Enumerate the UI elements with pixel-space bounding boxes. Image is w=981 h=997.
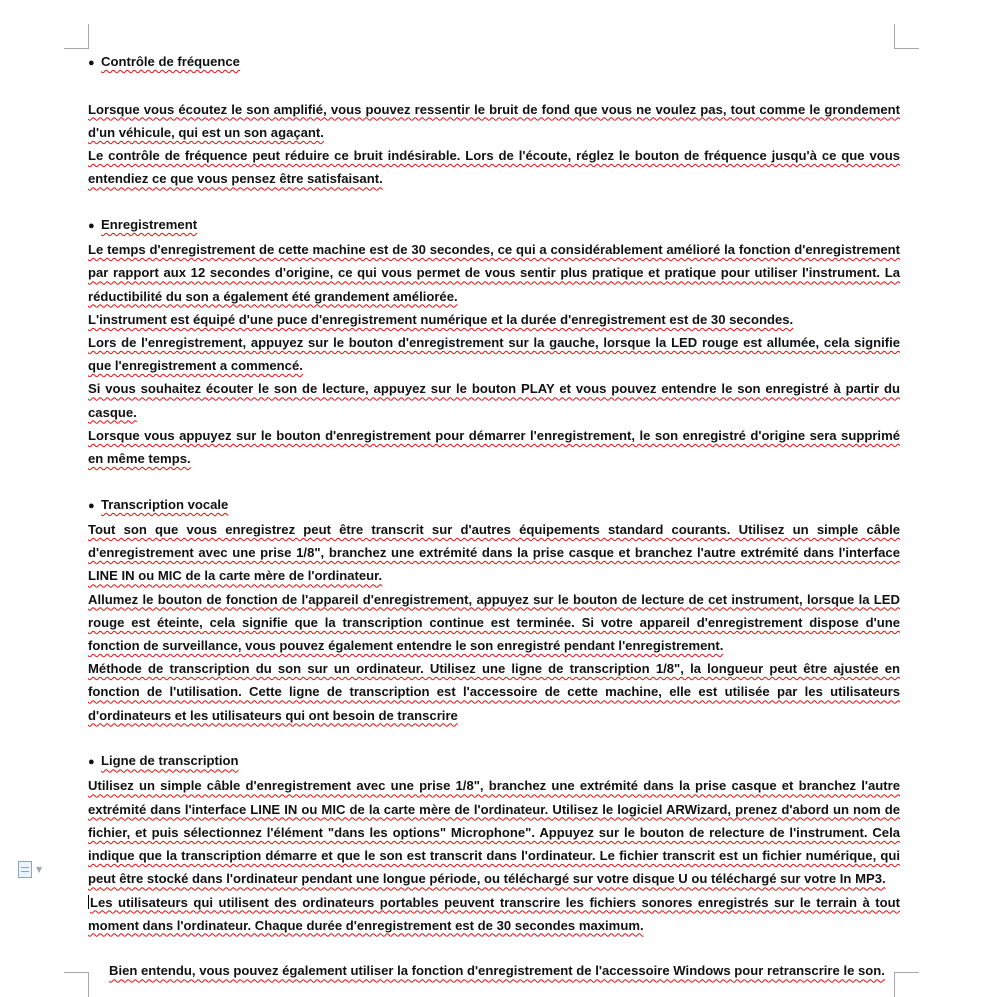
paragraph: Tout son que vous enregistrez peut être transcrit sur d'autres équipements standard courants. Utilisez un simple câble d'enregistrement avec une prise 1/8", branchez une extrémité dans la prise casque et branchez l'autre extrémité dans l'interface LINE IN ou MIC de la carte mère de l'ordinateur. — [88, 521, 900, 584]
paragraph: L'instrument est équipé d'une puce d'enregistrement numérique et la durée d'enregistrement est de 30 secondes. — [88, 311, 794, 327]
bullet-icon: ● — [88, 57, 95, 69]
section-heading: ● Enregistrement — [88, 213, 900, 238]
text-cursor — [88, 895, 89, 909]
paragraph: Méthode de transcription du son sur un ordinateur. Utilisez une ligne de transcription 1/8", la longueur peut être ajustée en fonction de l'utilisation. Cette ligne de transcription est l'accessoire de cette machine, elle est utilisée par les utilisateurs d'ordinateurs et les utilisateurs qui ont besoin de transcrire — [88, 661, 900, 723]
paragraph: Lorsque vous appuyez sur le bouton d'enregistrement pour démarrer l'enregistrement, le son enregistré d'origine sera supprimé en même temps. — [88, 427, 900, 467]
paragraph: Le contrôle de fréquence peut réduire ce bruit indésirable. Lors de l'écoute, réglez le bouton de fréquence jusqu'à ce que vous entendiez ce que vous pensez être satisfaisant. — [88, 148, 900, 187]
paragraph: Lors de l'enregistrement, appuyez sur le bouton d'enregistrement sur la gauche, lorsque la LED rouge est allumée, cela signifie que l'enregistrement a commencé. — [88, 335, 900, 374]
bullet-icon: ● — [88, 220, 95, 233]
page-corner-top-right — [894, 24, 919, 49]
paragraph: Lorsque vous écoutez le son amplifié, vous pouvez ressentir le bruit de fond que vous ne voulez pas, tout comme le grondement d'un véhicule, qui est un son agaçant. — [88, 101, 900, 140]
page-corner-bottom-left — [64, 972, 89, 997]
section-heading: ● Transcription vocale — [88, 493, 900, 518]
bullet-icon: ● — [88, 756, 95, 769]
closing-paragraph: Bien entendu, vous pouvez également utiliser la fonction d'enregistrement de l'accessoire Windows pour retranscrire le son. — [109, 963, 885, 979]
paragraph: Allumez le bouton de fonction de l'appareil d'enregistrement, appuyez sur le bouton de lecture de cet instrument, lorsque la LED rouge est éteinte, cela signifie que la transcription continue est terminée. Si votre appareil d'enregistrement dispose d'une fonction de surveillance, vous pouvez également entendre le son enregistré pendant l'enregistrement. — [88, 591, 900, 653]
page-corner-top-left — [64, 24, 89, 49]
bullet-icon: ● — [88, 499, 95, 512]
paragraph: Utilisez un simple câble d'enregistrement avec une prise 1/8", branchez une extrémité dans la prise casque et branchez l'autre extrémité dans l'interface LINE IN ou MIC de la carte mère de l'ordinateur. Utilisez le logiciel ARWizard, prenez d'abord un nom de fichier, et puis sélectionnez l'élément "dans les options" Microphone". Appuyez sur le bouton de relecture de l'instrument. Cela indique que la transcription démarre et que le son est transcrit dans l'ordinateur. Le fichier transcrit est un fichier numérique, qui peut être stocké dans l'ordinateur pendant une longue période, ou téléchargé sur votre disque U ou téléchargé sur votre In MP3. — [88, 778, 900, 887]
chevron-down-icon: ▼ — [36, 864, 43, 874]
section-heading: ● Ligne de transcription — [88, 749, 900, 774]
paragraph: Si vous souhaitez écouter le son de lecture, appuyez sur le bouton PLAY et vous pouvez entendre le son enregistré à partir du casque. — [88, 381, 900, 420]
paragraph: Le temps d'enregistrement de cette machine est de 30 secondes, ce qui a considérablement amélioré la fonction d'enregistrement par rapport aux 12 secondes d'origine, ce qui vous permet de vous sentir plus pratique et pratique pour utiliser l'instrument. La réductibilité du son a également été grandement améliorée. — [88, 242, 900, 304]
paragraph: Les utilisateurs qui utilisent des ordinateurs portables peuvent transcrire les fichiers sonores enregistrés sur le terrain à tout moment dans l'ordinateur. Chaque durée d'enregistrement est de 30 secondes maximum. — [88, 894, 900, 933]
section-heading: ● Contrôle de fréquence — [88, 50, 900, 75]
document-paste-icon[interactable] — [18, 858, 46, 880]
document-body[interactable] — [88, 50, 900, 983]
sheet-icon — [18, 861, 32, 878]
